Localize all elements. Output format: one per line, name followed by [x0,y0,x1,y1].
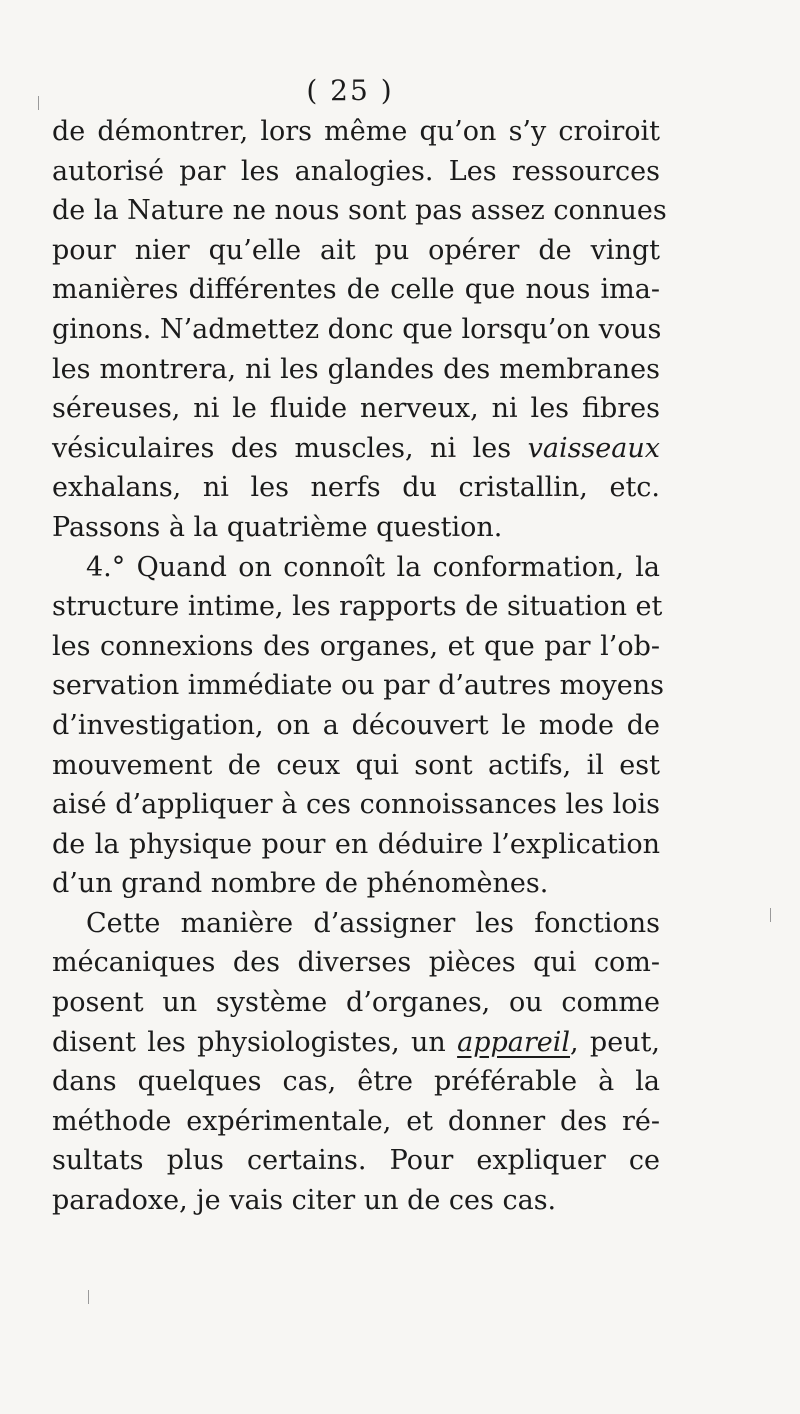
text-line: de la physique pour en déduire l’explication [52,828,660,860]
text-line: posent un système d’organes, ou comme [52,987,660,1019]
text-line: aisé d’appliquer à ces connoissances les lois [52,789,660,821]
text-line: structure intime, les rapports de situation et [52,591,663,623]
text-line: méthode expérimentale, et donner des ré- [52,1105,660,1137]
text-line: 4.° Quand on connoît la conformation, la [86,551,660,583]
body-text [52,112,667,1221]
margin-mark [88,1290,89,1304]
italic-term: vaisseaux [527,432,660,464]
text-segment: disent les physiologistes, un [52,1026,458,1058]
text-line: exhalans, ni les nerfs du cristallin, etc. [52,472,660,504]
text-line: les montrera, ni les glandes des membranes [52,353,660,385]
margin-mark [770,908,771,922]
text-line: séreuses, ni le fluide nerveux, ni les fibres [52,393,660,425]
text-line: mécaniques des diverses pièces qui com- [52,947,660,979]
text-line: de démontrer, lors même qu’on s’y croiroit [52,116,660,147]
text-line: autorisé par les analogies. Les ressources [52,155,660,187]
text-line: Passons à la quatrième question. [52,511,503,543]
text-line [52,429,660,469]
text-line: pour nier qu’elle ait pu opérer de vingt [52,234,660,266]
text-line: paradoxe, je vais citer un de ces cas. [52,1185,557,1217]
text-line: sultats plus certains. Pour expliquer ce [52,1145,660,1177]
text-line: dans quelques cas, être préférable à la [52,1066,660,1098]
text-line: Cette manière d’assigner les fonctions [86,907,660,939]
text-segment: , peut, [570,1026,660,1058]
italic-term: appareil [457,1026,571,1058]
text-line: manières différentes de celle que nous ima- [52,274,660,306]
text-line: de la Nature ne nous sont pas assez connues [52,195,667,227]
page-number: ( 25 ) [306,74,394,107]
text-line: servation immédiate ou par d’autres moyens [52,670,665,702]
text-line: ginons. N’admettez donc que lorsqu’on vous [52,313,662,345]
text-line [52,1023,660,1063]
text-line: les connexions des organes, et que par l’ob- [52,630,660,662]
margin-mark [38,96,39,110]
text-line: d’un grand nombre de phénomènes. [52,868,549,900]
text-line: d’investigation, on a découvert le mode de [52,709,660,741]
text-line: mouvement de ceux qui sont actifs, il est [52,749,660,781]
text-segment: vésiculaires des muscles, ni les [52,432,528,464]
